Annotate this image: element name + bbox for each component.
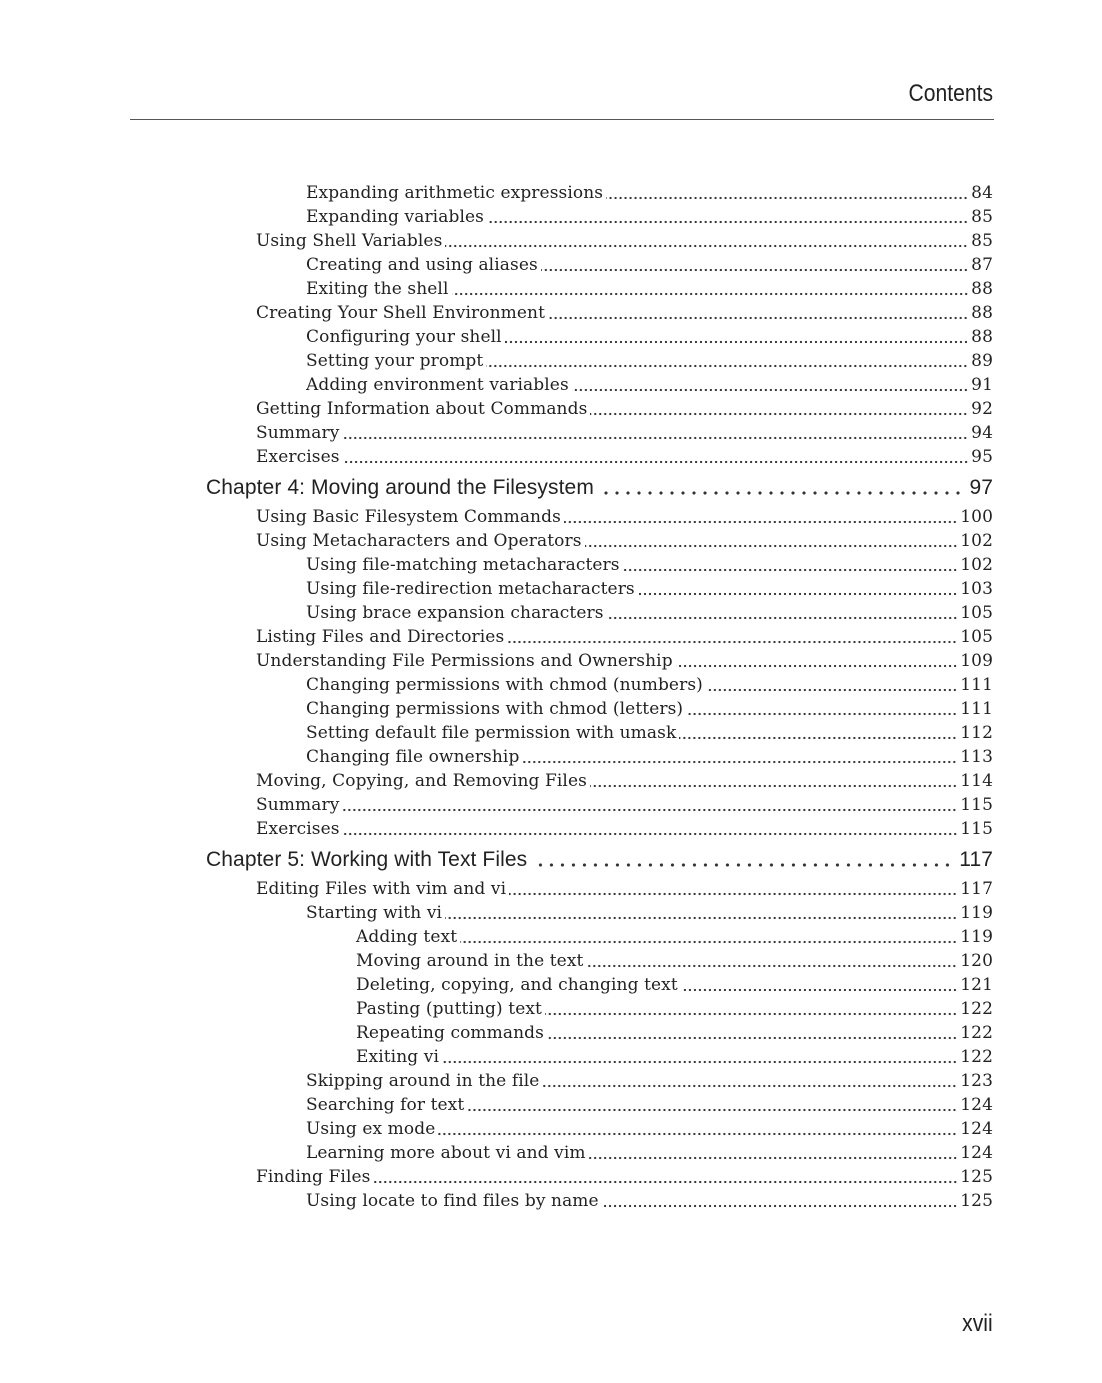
toc-entry-page: 111 bbox=[960, 675, 993, 695]
toc-entry-title: Moving around in the text bbox=[356, 951, 584, 971]
toc-entry-title: Skipping around in the file bbox=[306, 1071, 540, 1091]
toc-entry bbox=[0, 1093, 993, 1117]
dot-leader bbox=[676, 664, 958, 668]
dot-leader bbox=[342, 808, 957, 812]
toc-entry-page: 112 bbox=[960, 723, 993, 743]
toc-entry-page: 94 bbox=[971, 423, 993, 443]
toc-entry-title: Finding Files bbox=[256, 1167, 371, 1187]
dot-leader bbox=[505, 340, 968, 344]
toc-entry-title: Exiting vi bbox=[356, 1047, 439, 1067]
toc-entry-page: 122 bbox=[960, 999, 993, 1019]
toc-entry-page: 84 bbox=[971, 183, 993, 203]
toc-entry bbox=[0, 553, 993, 577]
toc-entry-title: Adding environment variables bbox=[306, 375, 569, 395]
dot-leader bbox=[541, 268, 968, 272]
dot-leader bbox=[467, 1108, 957, 1112]
dot-leader bbox=[486, 364, 968, 368]
toc-entry-page: 89 bbox=[971, 351, 993, 371]
toc-entry-page: 87 bbox=[971, 255, 993, 275]
toc-entry-page: 117 bbox=[960, 879, 993, 899]
toc-entry-page: 103 bbox=[960, 579, 993, 599]
toc-entry bbox=[0, 949, 993, 973]
toc-entry-title: Using brace expansion characters bbox=[306, 603, 604, 623]
toc-entry bbox=[0, 817, 993, 841]
toc-entry bbox=[0, 1165, 993, 1189]
toc-entry bbox=[0, 697, 993, 721]
toc-entry-page: 88 bbox=[971, 303, 993, 323]
toc-entry-page: 85 bbox=[971, 207, 993, 227]
toc-entry bbox=[0, 205, 993, 229]
dot-leader bbox=[548, 316, 968, 320]
toc-entry-page: 105 bbox=[960, 603, 993, 623]
dot-leader bbox=[572, 388, 968, 392]
toc-entry bbox=[0, 445, 993, 469]
toc-entry bbox=[0, 577, 993, 601]
toc-entry-page: 121 bbox=[960, 975, 993, 995]
toc-entry-title: Understanding File Permissions and Ownership bbox=[256, 651, 673, 671]
toc-entry-title: Repeating commands bbox=[356, 1023, 544, 1043]
toc-entry-title: Exercises bbox=[256, 447, 340, 467]
toc-entry bbox=[0, 973, 993, 997]
toc-entry-title: Using Metacharacters and Operators bbox=[256, 531, 582, 551]
dot-leader bbox=[590, 412, 968, 416]
toc-entry bbox=[0, 277, 993, 301]
toc-entry-title: Using Shell Variables bbox=[256, 231, 443, 251]
toc-entry-title: Exercises bbox=[256, 819, 340, 839]
toc-entry-title: Pasting (putting) text bbox=[356, 999, 542, 1019]
toc-entry-page: 115 bbox=[960, 795, 993, 815]
toc-entry bbox=[0, 793, 993, 817]
toc-entry-page: 109 bbox=[960, 651, 993, 671]
toc-entry-title: Using locate to find files by name bbox=[306, 1191, 599, 1211]
dot-leader bbox=[445, 916, 957, 920]
table-of-contents bbox=[0, 181, 1102, 1213]
toc-entry-title: Listing Files and Directories bbox=[256, 627, 505, 647]
dot-leader bbox=[442, 1060, 957, 1064]
toc-entry bbox=[0, 301, 993, 325]
toc-entry-title: Starting with vi bbox=[306, 903, 443, 923]
toc-entry bbox=[0, 901, 993, 925]
toc-entry bbox=[0, 505, 993, 529]
dot-leader bbox=[607, 616, 958, 620]
dot-leader bbox=[600, 491, 964, 495]
toc-entry bbox=[0, 1021, 993, 1045]
dot-leader bbox=[681, 988, 957, 992]
toc-entry bbox=[0, 673, 993, 697]
toc-entry-title: Changing file ownership bbox=[306, 747, 520, 767]
dot-leader bbox=[564, 520, 957, 524]
dot-leader bbox=[545, 1012, 957, 1016]
dot-leader bbox=[460, 940, 957, 944]
toc-entry-page: 124 bbox=[960, 1095, 993, 1115]
toc-entry-page: 88 bbox=[971, 279, 993, 299]
toc-entry-page: 97 bbox=[969, 476, 993, 499]
toc-entry bbox=[0, 1141, 993, 1165]
toc-entry bbox=[0, 1189, 993, 1213]
toc-entry-title: Using file-matching metacharacters bbox=[306, 555, 620, 575]
toc-entry-title: Editing Files with vim and vi bbox=[256, 879, 507, 899]
dot-leader bbox=[589, 1156, 958, 1160]
toc-entry-page: 102 bbox=[960, 555, 993, 575]
toc-chapter-entry bbox=[0, 473, 993, 503]
toc-entry-title: Using ex mode bbox=[306, 1119, 436, 1139]
toc-entry bbox=[0, 229, 993, 253]
toc-entry-title: Creating and using aliases bbox=[306, 255, 538, 275]
toc-entry bbox=[0, 649, 993, 673]
dot-leader bbox=[509, 892, 957, 896]
toc-entry bbox=[0, 1069, 993, 1093]
toc-entry bbox=[0, 325, 993, 349]
toc-entry-title: Configuring your shell bbox=[306, 327, 502, 347]
toc-entry-page: 124 bbox=[960, 1119, 993, 1139]
toc-entry bbox=[0, 421, 993, 445]
toc-entry-title: Changing permissions with chmod (numbers) bbox=[306, 675, 703, 695]
toc-entry-page: 113 bbox=[960, 747, 993, 767]
dot-leader bbox=[522, 760, 957, 764]
toc-entry-title: Summary bbox=[256, 795, 340, 815]
dot-leader bbox=[452, 292, 969, 296]
toc-entry bbox=[0, 1117, 993, 1141]
toc-entry-page: 125 bbox=[960, 1167, 993, 1187]
toc-entry bbox=[0, 925, 993, 949]
toc-entry bbox=[0, 373, 993, 397]
toc-entry-page: 119 bbox=[960, 927, 993, 947]
toc-entry-title: Learning more about vi and vim bbox=[306, 1143, 586, 1163]
dot-leader bbox=[507, 640, 957, 644]
toc-entry-title: Setting your prompt bbox=[306, 351, 484, 371]
dot-leader bbox=[586, 964, 957, 968]
toc-entry-title: Expanding variables bbox=[306, 207, 484, 227]
toc-entry-title: Using Basic Filesystem Commands bbox=[256, 507, 561, 527]
toc-entry-page: 119 bbox=[960, 903, 993, 923]
toc-entry-title: Exiting the shell bbox=[306, 279, 449, 299]
dot-leader bbox=[638, 592, 958, 596]
toc-entry bbox=[0, 529, 993, 553]
dot-leader bbox=[606, 196, 968, 200]
toc-entry bbox=[0, 721, 993, 745]
toc-entry-title: Changing permissions with chmod (letters) bbox=[306, 699, 684, 719]
toc-entry bbox=[0, 745, 993, 769]
toc-entry bbox=[0, 181, 993, 205]
toc-entry bbox=[0, 769, 993, 793]
dot-leader bbox=[342, 436, 968, 440]
toc-entry-page: 120 bbox=[960, 951, 993, 971]
dot-leader bbox=[374, 1180, 958, 1184]
toc-entry-title: Summary bbox=[256, 423, 340, 443]
toc-entry-title: Expanding arithmetic expressions bbox=[306, 183, 604, 203]
toc-entry-page: 122 bbox=[960, 1047, 993, 1067]
toc-entry-page: 114 bbox=[960, 771, 993, 791]
toc-entry-page: 117 bbox=[959, 848, 993, 871]
toc-entry-title: Adding text bbox=[356, 927, 458, 947]
toc-entry-page: 125 bbox=[960, 1191, 993, 1211]
toc-entry bbox=[0, 253, 993, 277]
toc-entry bbox=[0, 877, 993, 901]
dot-leader bbox=[585, 544, 958, 548]
running-header-title: Contents bbox=[908, 80, 993, 107]
toc-entry-page: 124 bbox=[960, 1143, 993, 1163]
dot-leader bbox=[445, 244, 968, 248]
toc-entry bbox=[0, 601, 993, 625]
toc-entry-page: 95 bbox=[971, 447, 993, 467]
dot-leader bbox=[343, 460, 969, 464]
toc-entry-title: Moving, Copying, and Removing Files bbox=[256, 771, 587, 791]
toc-entry-page: 102 bbox=[960, 531, 993, 551]
toc-entry-page: 111 bbox=[960, 699, 993, 719]
dot-leader bbox=[602, 1204, 958, 1208]
toc-entry bbox=[0, 625, 993, 649]
page-number: xvii bbox=[962, 1310, 993, 1337]
dot-leader bbox=[542, 1084, 957, 1088]
dot-leader bbox=[547, 1036, 957, 1040]
toc-entry-page: 92 bbox=[971, 399, 993, 419]
toc-entry-page: 123 bbox=[960, 1071, 993, 1091]
dot-leader bbox=[590, 784, 957, 788]
toc-entry-title: Using file-redirection metacharacters bbox=[306, 579, 635, 599]
toc-entry bbox=[0, 1045, 993, 1069]
dot-leader bbox=[686, 712, 957, 716]
toc-entry bbox=[0, 997, 993, 1021]
dot-leader bbox=[679, 736, 957, 740]
toc-entry bbox=[0, 397, 993, 421]
toc-entry-title: Searching for text bbox=[306, 1095, 465, 1115]
header-divider bbox=[130, 119, 994, 120]
toc-entry-title: Getting Information about Commands bbox=[256, 399, 588, 419]
toc-entry-page: 122 bbox=[960, 1023, 993, 1043]
dot-leader bbox=[533, 863, 953, 867]
toc-entry-page: 85 bbox=[971, 231, 993, 251]
toc-entry-page: 100 bbox=[960, 507, 993, 527]
toc-entry-title: Deleting, copying, and changing text bbox=[356, 975, 678, 995]
dot-leader bbox=[487, 220, 968, 224]
dot-leader bbox=[438, 1132, 957, 1136]
dot-leader bbox=[343, 832, 958, 836]
toc-entry bbox=[0, 349, 993, 373]
toc-entry-title: Chapter 5: Working with Text Files bbox=[206, 848, 528, 871]
toc-entry-title: Creating Your Shell Environment bbox=[256, 303, 545, 323]
toc-entry-page: 115 bbox=[960, 819, 993, 839]
toc-entry-page: 88 bbox=[971, 327, 993, 347]
dot-leader bbox=[706, 688, 957, 692]
toc-chapter-entry bbox=[0, 845, 993, 875]
toc-entry-title: Setting default file permission with umask bbox=[306, 723, 677, 743]
dot-leader bbox=[623, 568, 958, 572]
toc-entry-page: 105 bbox=[960, 627, 993, 647]
toc-entry-page: 91 bbox=[971, 375, 993, 395]
toc-entry-title: Chapter 4: Moving around the Filesystem bbox=[206, 476, 594, 499]
